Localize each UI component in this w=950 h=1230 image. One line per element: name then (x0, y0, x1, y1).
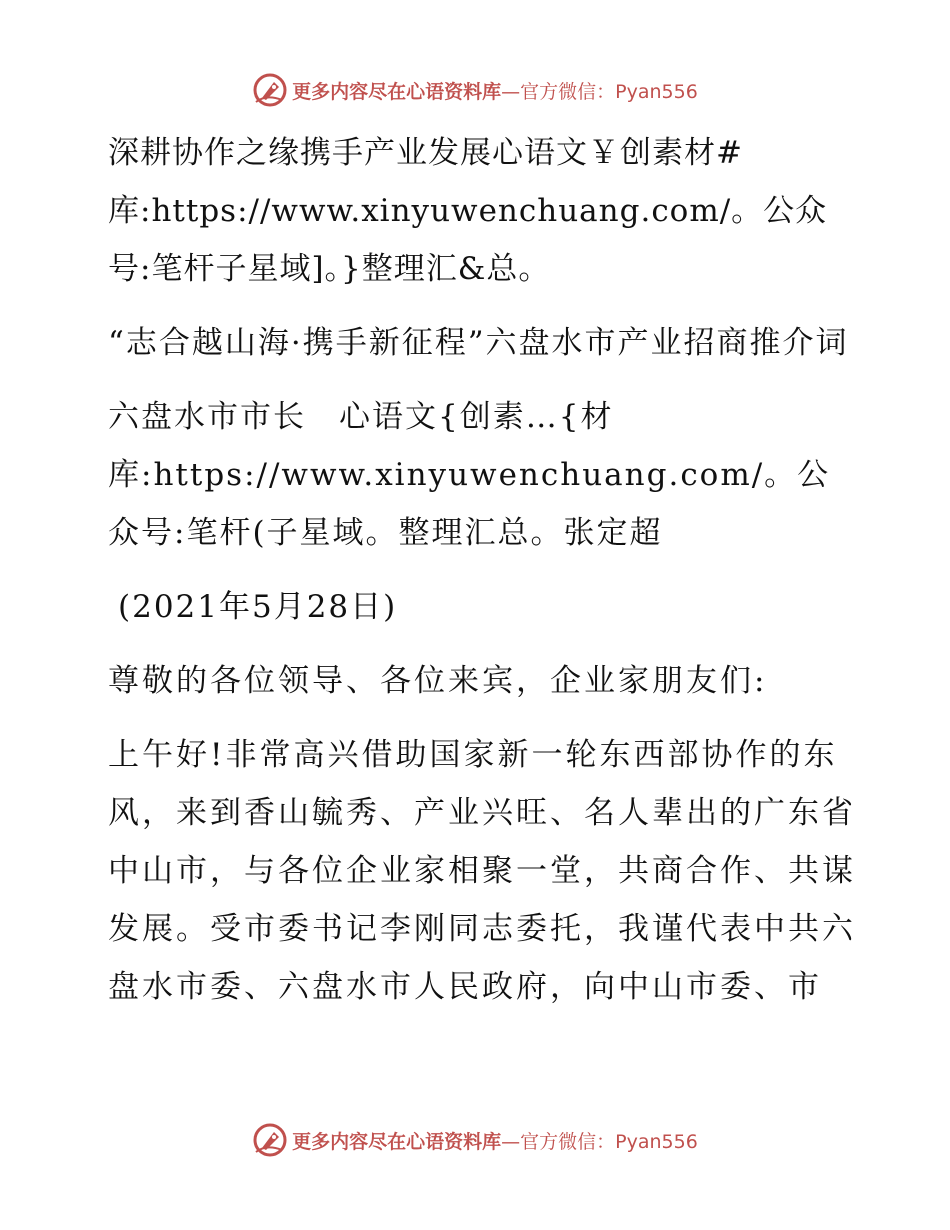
document-body (98, 124, 858, 1016)
banner-wechat-text: —官方微信：Pyan556 (501, 80, 698, 103)
speech-date: (2021年5月28日) (118, 589, 398, 625)
footer-banner (0, 1120, 950, 1160)
header-banner (0, 70, 950, 110)
body-paragraph: 上午好!非常高兴借助国家新一轮东西部协作的东风，来到香山毓秀、产业兴旺、名人辈出的广东省中山市，与各位企业家相聚一堂，共商合作、共谋发展。受市委书记李刚同志委托，我谨代表中共六盘水市委、六盘水市人民政府，向中山市委、市 (108, 737, 856, 1005)
banner-main-text: 更多内容尽在心语资料库 (292, 80, 502, 103)
greeting-paragraph: 尊敬的各位领导、各位来宾，企业家朋友们: (108, 663, 768, 699)
intro-paragraph: 深耕协作之缘携手产业发展心语文￥创素材#库:https://www.xinyuwenchuang.com/。公众号:笔杆子星域]。}整理汇&总。 (108, 135, 828, 287)
banner-wechat-text: —官方微信：Pyan556 (501, 1130, 698, 1153)
speaker-line: 六盘水市市长 心语文{创素…{材库:https://www.xinyuwenchuang.com/。公众号:笔杆(子星域。整理汇总。张定超 (108, 399, 831, 551)
speech-title: “志合越山海·携手新征程”六盘水市产业招商推介词 (108, 325, 849, 361)
pen-nib-circle-icon (252, 1122, 288, 1158)
pen-nib-circle-icon (252, 72, 288, 108)
banner-main-text: 更多内容尽在心语资料库 (292, 1130, 502, 1153)
